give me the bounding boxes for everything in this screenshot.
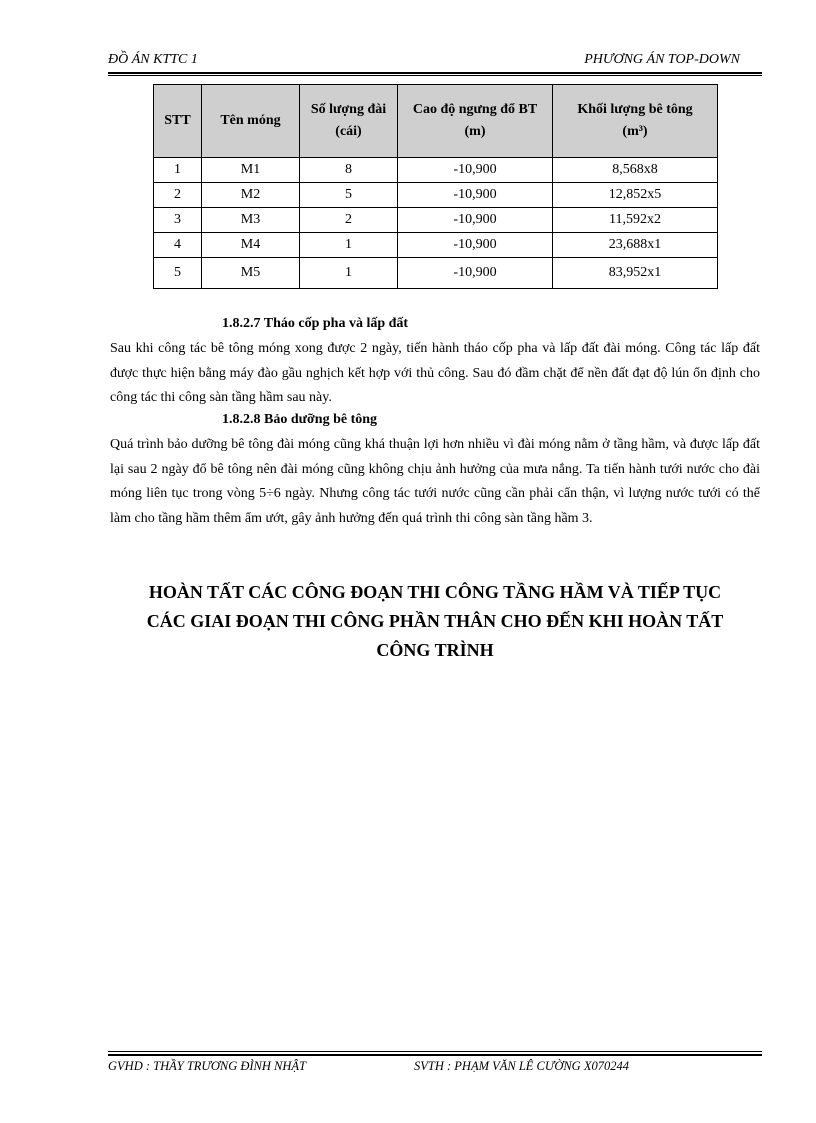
column-header: STT [154, 85, 202, 158]
column-header: Tên móng [202, 85, 300, 158]
column-header: Cao độ ngưng đổ BT (m) [398, 85, 553, 158]
table-cell: 2 [154, 183, 202, 208]
foundation-concrete-table [153, 84, 718, 289]
footer-rule-thick [108, 1054, 762, 1056]
table-row [154, 158, 718, 183]
header-course-title: ĐỒ ÁN KTTC 1 [108, 52, 198, 67]
table-cell: -10,900 [398, 158, 553, 183]
headline-line: HOÀN TẤT CÁC CÔNG ĐOẠN THI CÔNG TẦNG HẦM VÀ TIẾP TỤC [148, 582, 722, 602]
table-cell: 5 [300, 183, 398, 208]
table-cell: 1 [300, 258, 398, 289]
column-header: Số lượng đài (cái) [300, 85, 398, 158]
page-header [108, 52, 762, 72]
footer-supervisor: GVHD : THẦY TRƯƠNG ĐÌNH NHẬT [108, 1059, 306, 1073]
table-row [154, 258, 718, 289]
table-cell: M2 [202, 183, 300, 208]
table-cell: 8 [300, 158, 398, 183]
header-rule-thick [108, 72, 762, 74]
section-heading-formwork-removal: 1.8.2.7 Tháo cốp pha và lấp đất [222, 316, 409, 331]
table-cell: M5 [202, 258, 300, 289]
table-row [154, 183, 718, 208]
section-heading-concrete-curing: 1.8.2.8 Bảo dưỡng bê tông [222, 412, 378, 427]
table-cell: 8,568x8 [553, 158, 718, 183]
table-cell: M3 [202, 208, 300, 233]
chapter-headline [108, 578, 762, 665]
table-cell: 5 [154, 258, 202, 289]
table-cell: 83,952x1 [553, 258, 718, 289]
table-cell: M4 [202, 233, 300, 258]
section-body-concrete-curing: Quá trình bảo dưỡng bê tông đài móng cũng khá thuận lợi hơn nhiều vì đài móng nằm ở tầng hầm, và được lấp đất lại sau 2 ngày đổ bê tông nên đài móng cũng không chịu ảnh hưởng của mưa nắng. Ta tiến hành tưới nước cho đài móng liên tục trong vòng 5÷6 ngày. Nhưng công tác tưới nước cũng cần phải cẩn thận, vì lượng nước tưới có thể làm cho tầng hầm thêm ẩm ướt, gây ảnh hưởng đến quá trình thi công sàn tầng hầm 3. [110, 437, 760, 526]
table-cell: -10,900 [398, 183, 553, 208]
headline-line: CÔNG TRÌNH [376, 640, 494, 660]
column-header: Khối lượng bê tông (m³) [553, 85, 718, 158]
table-cell: 11,592x2 [553, 208, 718, 233]
headline-line: CÁC GIAI ĐOẠN THI CÔNG PHẦN THÂN CHO ĐẾN KHI HOÀN TẤT [146, 611, 724, 631]
table-cell: 3 [154, 208, 202, 233]
footer-student: SVTH : PHẠM VĂN LÊ CƯỜNG X070244 [414, 1059, 629, 1073]
table-cell: 2 [300, 208, 398, 233]
table-cell: M1 [202, 158, 300, 183]
table-cell: -10,900 [398, 233, 553, 258]
table-header-row [154, 85, 718, 158]
table-cell: 12,852x5 [553, 183, 718, 208]
footer-rule-thin [108, 1051, 762, 1052]
table-cell: 23,688x1 [553, 233, 718, 258]
table-cell: -10,900 [398, 258, 553, 289]
table-cell: -10,900 [398, 208, 553, 233]
header-section-title: PHƯƠNG ÁN TOP-DOWN [584, 52, 740, 67]
table-row [154, 208, 718, 233]
table-row [154, 233, 718, 258]
table-cell: 1 [300, 233, 398, 258]
section-body-formwork-removal: Sau khi công tác bê tông móng xong được 2 ngày, tiến hành tháo cốp pha và lấp đất đài móng. Công tác lấp đất được thực hiện bằng máy đào gầu nghịch kết hợp với thủ công. Sau đó đầm chặt để nền đất đạt độ lún ổn định cho công tác thi công sàn tầng hầm sau này. [110, 341, 760, 405]
header-rule-thin [108, 75, 762, 76]
table-cell: 1 [154, 158, 202, 183]
table-cell: 4 [154, 233, 202, 258]
